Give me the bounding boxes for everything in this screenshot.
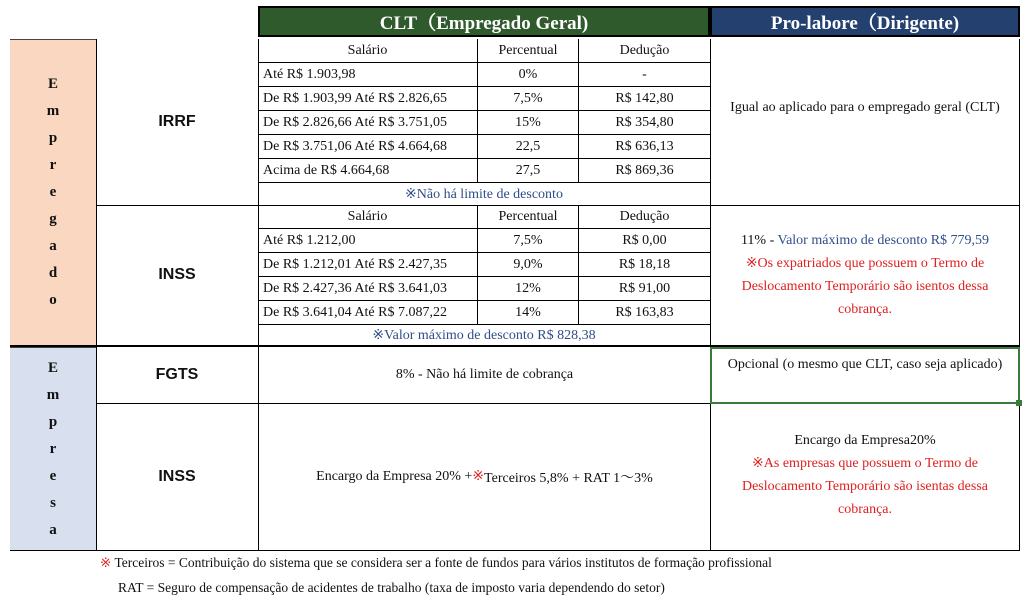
inss-row-salario: Até R$ 1.212,00 [263, 232, 356, 248]
inss-table [258, 205, 710, 345]
inss-prolabore: 11% - Valor máximo de desconto R$ 779,59 ※Os expatriados que possuem o Termo de Deslocamento Temporário são isentos dessa cobrança. [718, 229, 1012, 321]
irrf-col-deducao: Dedução [619, 42, 670, 58]
inss-col-deducao: Dedução [619, 208, 670, 224]
section-empresa: E m p r e s a [10, 347, 96, 550]
inss-row-deducao: R$ 0,00 [622, 232, 667, 248]
label-inss-empregado: INSS [158, 266, 196, 283]
footnote-rat: RAT = Seguro de compensação de acidentes de trabalho (taxa de imposto varia dependendo do setor) [118, 580, 665, 595]
inss-empresa-prolabore-exempt: ※As empresas que possuem o Termo de Deslocamento Temporário são isentas dessa cobrança. [741, 456, 989, 517]
irrf-row-salario: De R$ 1.903,99 Até R$ 2.826,65 [263, 90, 447, 106]
irrf-col-percentual: Percentual [498, 42, 558, 58]
irrf-row-percentual: 27,5 [515, 162, 541, 178]
inss-empresa-clt: Encargo da Empresa 20% + ※ Terceiros 5,8% + RAT 1～3% [316, 468, 653, 486]
irrf-row-salario: Acima de R$ 4.664,68 [263, 162, 390, 178]
irrf-row-percentual: 0% [518, 66, 538, 82]
inss-row-percentual: 14% [515, 304, 541, 320]
clt-header: CLT（Empregado Geral) [258, 6, 710, 37]
fgts-prolabore-cell[interactable] [710, 347, 1020, 404]
inss-col-percentual: Percentual [498, 208, 558, 224]
irrf-row-salario: Até R$ 1.903,98 [263, 66, 356, 82]
inss-prolabore-exempt: ※Os expatriados que possuem o Termo de Deslocamento Temporário são isentos dessa cobrança. [741, 256, 989, 317]
label-fgts: FGTS [155, 366, 199, 383]
irrf-col-salario: Salário [347, 42, 388, 58]
fgts-clt: 8% - Não há limite de cobrança [395, 367, 574, 382]
irrf-row-deducao: R$ 869,36 [615, 162, 674, 178]
inss-col-salario: Salário [347, 208, 388, 224]
irrf-row-salario: De R$ 2.826,66 Até R$ 3.751,05 [263, 114, 447, 130]
inss-note: ※Valor máximo de desconto R$ 828,38 [372, 327, 596, 343]
inss-row-percentual: 7,5% [513, 232, 543, 248]
inss-row-deducao: R$ 18,18 [618, 256, 671, 272]
inss-row-percentual: 12% [515, 280, 541, 296]
inss-row-salario: De R$ 3.641,04 Até R$ 7.087,22 [263, 304, 447, 320]
irrf-row-percentual: 7,5% [513, 90, 543, 106]
irrf-row-deducao: R$ 354,80 [615, 114, 674, 130]
inss-row-salario: De R$ 1.212,01 Até R$ 2.427,35 [263, 256, 447, 272]
label-irrf: IRRF [158, 113, 196, 130]
fgts-prolabore: Opcional (o mesmo que CLT, caso seja aplicado) [727, 357, 1003, 372]
inss-empresa-prolabore: Encargo da Empresa20% ※As empresas que possuem o Termo de Deslocamento Temporário são isentas dessa cobrança. [718, 429, 1012, 521]
irrf-row-salario: De R$ 3.751,06 Até R$ 4.664,68 [263, 138, 447, 154]
irrf-prolabore: Igual ao aplicado para o empregado geral (CLT) [730, 100, 1000, 115]
prolabore-header: Pro-labore（Dirigente) [710, 6, 1020, 37]
irrf-row-deducao: R$ 142,80 [615, 90, 674, 106]
footnote-terceiros: ※ Terceiros = Contribuição do sistema que se considera ser a fonte de fundos para vários institutos de formação profissional [100, 555, 772, 570]
irrf-row-deducao: - [642, 66, 647, 82]
irrf-row-percentual: 22,5 [515, 138, 541, 154]
irrf-row-percentual: 15% [515, 114, 541, 130]
fill-handle[interactable] [1016, 400, 1022, 406]
irrf-note: ※Não há limite de desconto [405, 186, 563, 202]
inss-prolabore-max: Valor máximo de desconto R$ 779,59 [777, 233, 990, 248]
inss-row-deducao: R$ 91,00 [618, 280, 671, 296]
label-inss-empresa: INSS [158, 467, 196, 485]
inss-row-percentual: 9,0% [513, 256, 543, 272]
inss-row-deducao: R$ 163,83 [615, 304, 674, 320]
irrf-row-deducao: R$ 636,13 [615, 138, 674, 154]
irrf-table [258, 39, 710, 205]
section-empregado: E m p r e g a d o [10, 39, 96, 345]
inss-row-salario: De R$ 2.427,36 Até R$ 3.641,03 [263, 280, 447, 296]
